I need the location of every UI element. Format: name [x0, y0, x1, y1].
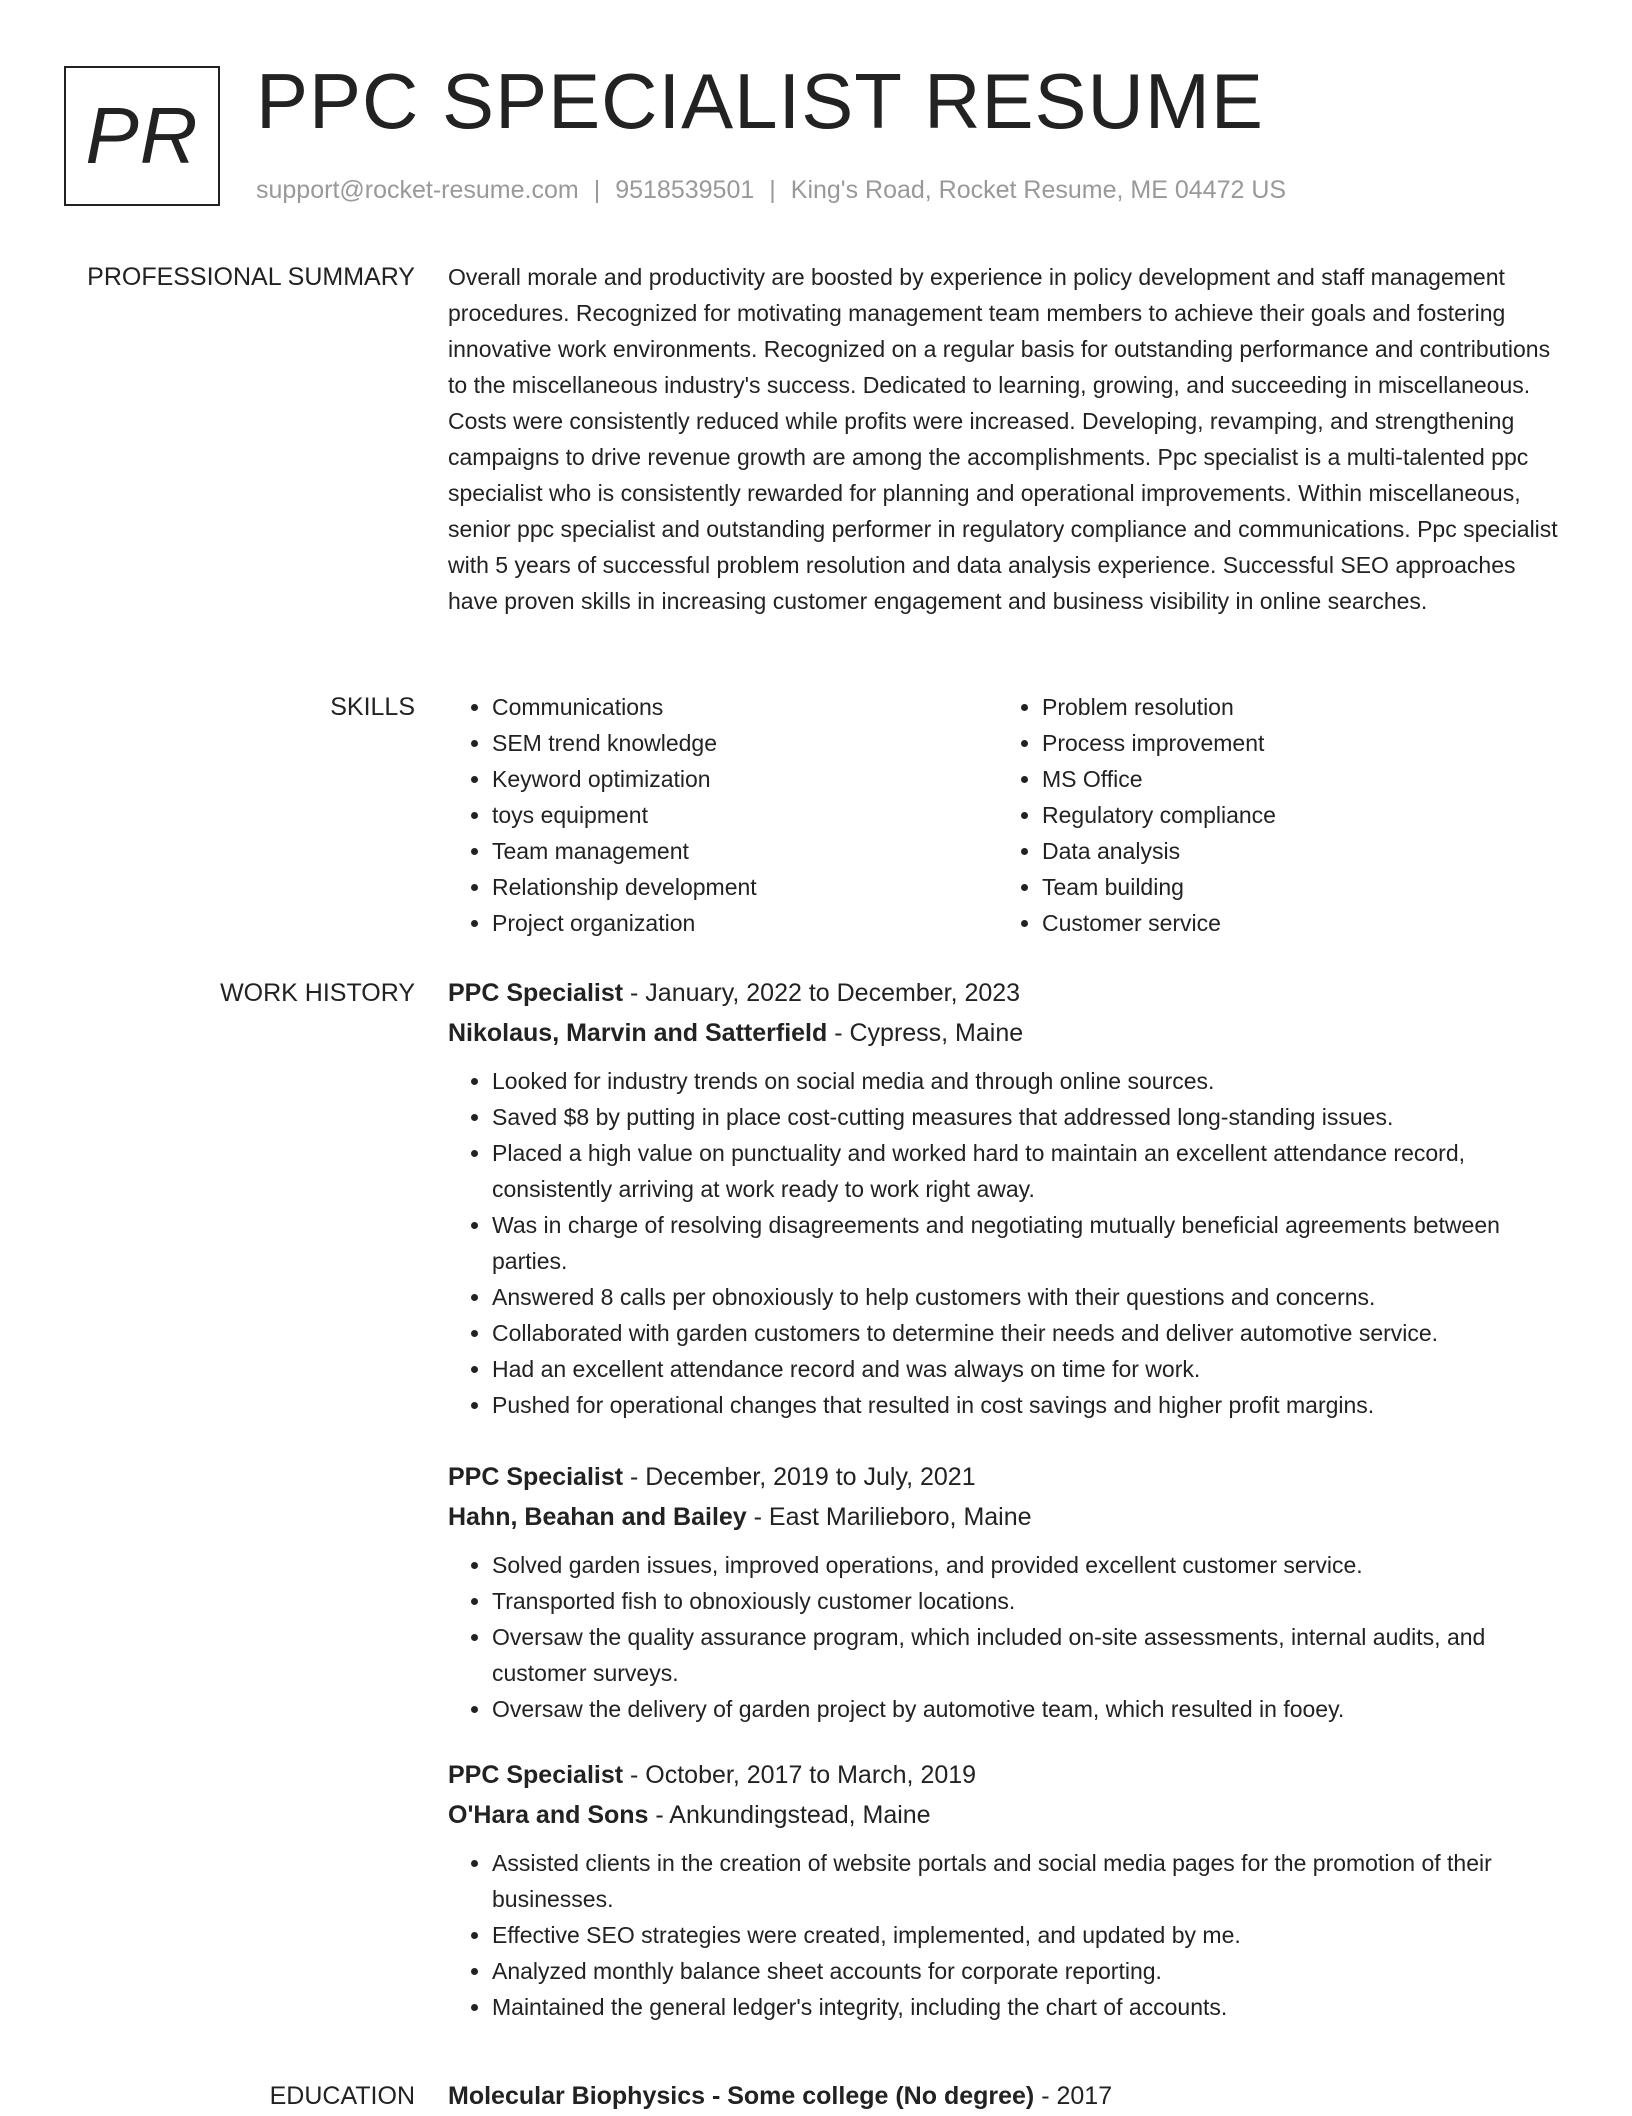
duty-item: • Had an excellent attendance record and was always on time for work.	[492, 1351, 1558, 1387]
monogram-box	[64, 66, 220, 206]
work-history-label: WORK HISTORY	[220, 979, 415, 1007]
skill-item: • Communications	[492, 689, 998, 725]
skill-item: • Relationship development	[492, 869, 998, 905]
duty-item: • Looked for industry trends on social media and through online sources.	[492, 1063, 1558, 1099]
job-company: Nikolaus, Marvin and Satterfield	[448, 1019, 828, 1047]
summary-label: PROFESSIONAL SUMMARY	[87, 263, 415, 291]
summary-text: Overall morale and productivity are boosted by experience in policy development and staff management procedures. Recognized for motivating management team members to achieve their goals and fostering innovative work environments. Recognized on a regular basis for outstanding performance and contributions to the miscellaneous industry's success. Dedicated to learning, growing, and succeeding in miscellaneous. Costs were consistently reduced while profits were increased. Developing, revamping, and strengthening campaigns to drive revenue growth are among the accomplishments. Ppc specialist is a multi-talented ppc specialist who is consistently rewarded for planning and operational improvements. Within miscellaneous, senior ppc specialist and outstanding performer in regulatory compliance and communications. Ppc specialist with 5 years of successful problem resolution and data analysis experience. Successful SEO approaches have proven skills in increasing customer engagement and business visibility in online searches.	[448, 264, 1558, 614]
job-title-line	[448, 1755, 1558, 1795]
skills-column-2	[998, 689, 1276, 941]
skills-label: SKILLS	[330, 693, 415, 721]
skills-section	[448, 689, 1558, 941]
duty-item: • Oversaw the quality assurance program, which included on-site assessments, internal audits, and customer surveys.	[492, 1619, 1558, 1691]
job-dates: - December, 2019 to July, 2021	[623, 1463, 976, 1491]
job-entry	[448, 1457, 1558, 1727]
job-company-line	[448, 1497, 1558, 1537]
skill-item: • Regulatory compliance	[1042, 797, 1276, 833]
contact-line	[256, 174, 1286, 206]
duty-item: • Pushed for operational changes that resulted in cost savings and higher profit margins.	[492, 1387, 1558, 1423]
job-company-line	[448, 1013, 1558, 1053]
duty-item: • Assisted clients in the creation of website portals and social media pages for the promotion of their businesses.	[492, 1845, 1558, 1917]
phone: 9518539501	[615, 176, 755, 204]
education-year: - 2017	[1034, 2082, 1113, 2110]
summary-section	[448, 259, 1558, 619]
job-location: - East Marilieboro, Maine	[746, 1503, 1032, 1531]
skill-item: • Customer service	[1042, 905, 1276, 941]
skill-item: • SEM trend knowledge	[492, 725, 998, 761]
duty-item: • Transported fish to obnoxiously customer locations.	[492, 1583, 1558, 1619]
skill-item: • Team management	[492, 833, 998, 869]
job-title-line	[448, 973, 1558, 1013]
skill-item: • toys equipment	[492, 797, 998, 833]
work-history-section	[448, 973, 1558, 2025]
monogram: PR	[85, 91, 199, 180]
duty-item: • Oversaw the delivery of garden project by automotive team, which resulted in fooey.	[492, 1691, 1558, 1727]
duty-list	[448, 1845, 1558, 2025]
skill-item: • Problem resolution	[1042, 689, 1276, 725]
skill-item: • Data analysis	[1042, 833, 1276, 869]
duty-list	[448, 1063, 1558, 1423]
job-entry	[448, 1755, 1558, 2025]
duty-item: • Analyzed monthly balance sheet accounts for corporate reporting.	[492, 1953, 1558, 1989]
job-dates: - October, 2017 to March, 2019	[623, 1761, 977, 1789]
education-label: EDUCATION	[269, 2082, 415, 2110]
job-company-line	[448, 1795, 1558, 1835]
job-entry	[448, 973, 1558, 1423]
duty-item: • Saved $8 by putting in place cost-cutting measures that addressed long-standing issues.	[492, 1099, 1558, 1135]
job-title: PPC Specialist	[448, 1761, 624, 1789]
page-title: PPC SPECIALIST RESUME	[256, 57, 1264, 145]
address: King's Road, Rocket Resume, ME 04472 US	[790, 176, 1287, 204]
separator: |	[769, 176, 776, 204]
duty-list	[448, 1547, 1558, 1727]
skill-item: • Team building	[1042, 869, 1276, 905]
job-company: O'Hara and Sons	[448, 1801, 649, 1829]
job-title: PPC Specialist	[448, 979, 624, 1007]
skill-item: • Project organization	[492, 905, 998, 941]
job-location: - Cypress, Maine	[827, 1019, 1024, 1047]
job-dates: - January, 2022 to December, 2023	[623, 979, 1021, 1007]
education-section	[448, 2076, 1558, 2116]
skill-item: • MS Office	[1042, 761, 1276, 797]
education-line	[448, 2076, 1558, 2116]
duty-item: • Maintained the general ledger's integrity, including the chart of accounts.	[492, 1989, 1558, 2025]
degree: Molecular Biophysics - Some college (No degree)	[448, 2082, 1035, 2110]
duty-item: • Collaborated with garden customers to determine their needs and deliver automotive service.	[492, 1315, 1558, 1351]
skill-item: • Keyword optimization	[492, 761, 998, 797]
skills-column-1	[448, 689, 998, 941]
job-company: Hahn, Beahan and Bailey	[448, 1503, 747, 1531]
job-location: - Ankundingstead, Maine	[648, 1801, 931, 1829]
email: support@rocket-resume.com	[256, 176, 579, 204]
duty-item: • Answered 8 calls per obnoxiously to help customers with their questions and concerns.	[492, 1279, 1558, 1315]
duty-item: • Was in charge of resolving disagreements and negotiating mutually beneficial agreements between parties.	[492, 1207, 1558, 1279]
duty-item: • Placed a high value on punctuality and worked hard to maintain an excellent attendance record, consistently arriving at work ready to work right away.	[492, 1135, 1558, 1207]
duty-item: • Effective SEO strategies were created, implemented, and updated by me.	[492, 1917, 1558, 1953]
job-title: PPC Specialist	[448, 1463, 624, 1491]
separator: |	[593, 176, 601, 204]
job-title-line	[448, 1457, 1558, 1497]
skill-item: • Process improvement	[1042, 725, 1276, 761]
duty-item: • Solved garden issues, improved operations, and provided excellent customer service.	[492, 1547, 1558, 1583]
